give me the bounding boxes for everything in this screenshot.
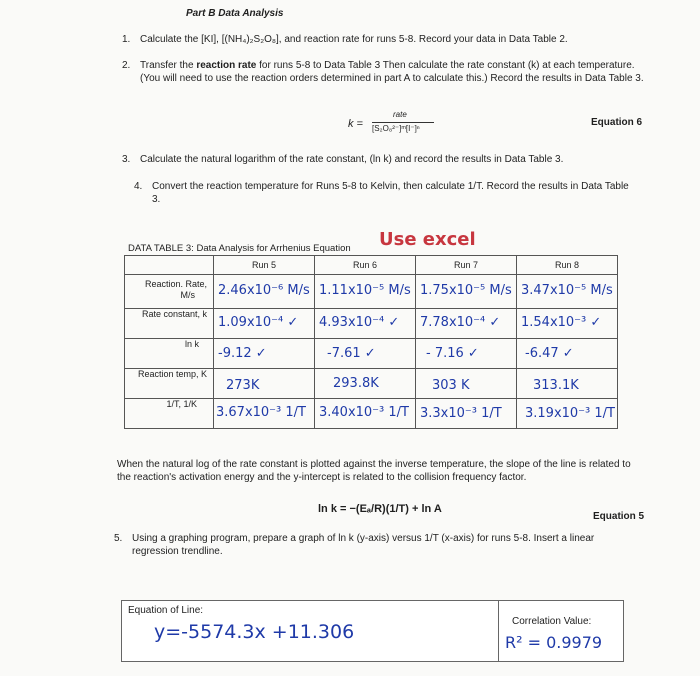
table-cell	[214, 399, 315, 429]
table-row	[125, 309, 618, 339]
table-cell	[315, 275, 416, 309]
fraction-bar	[372, 122, 434, 123]
table-row	[125, 275, 618, 309]
equation-6	[348, 110, 648, 140]
table-cell	[214, 275, 315, 309]
step-number: 2.	[122, 60, 131, 71]
cell-value: 313.1K	[533, 378, 579, 393]
cell-value: -9.12 ✓	[218, 346, 267, 361]
cell-value: 3.19x10⁻³ 1/T	[525, 406, 615, 421]
row-label-line-1: Rate constant, k	[141, 309, 207, 319]
correlation-value-label: Correlation Value:	[512, 616, 592, 627]
table-cell	[315, 369, 416, 399]
row-label-line-1: Reaction. Rate,	[144, 279, 207, 289]
table-cell	[517, 309, 618, 339]
step-4	[134, 180, 632, 206]
column-header: Run 5	[214, 256, 315, 275]
cell-value: 1.11x10⁻⁵ M/s	[319, 283, 411, 298]
row-label	[125, 275, 214, 309]
cell-value: 3.47x10⁻⁵ M/s	[521, 283, 613, 298]
data-table-3	[124, 255, 618, 429]
step-text: Calculate the [KI], [(NH₄)₂S₂O₈], and reaction rate for runs 5-8. Record your data in Data Table 2.	[140, 34, 568, 45]
table-title: DATA TABLE 3: Data Analysis for Arrhenius Equation	[128, 243, 351, 254]
part-title: Part B Data Analysis	[186, 8, 284, 19]
cell-value: 3.40x10⁻³ 1/T	[319, 405, 409, 420]
cell-value: 273K	[226, 378, 260, 393]
table-cell	[517, 275, 618, 309]
correlation-value-box	[498, 600, 624, 662]
step-text: Calculate the natural logarithm of the rate constant, (ln k) and record the results in Data Table 3.	[140, 154, 564, 165]
step-number: 4.	[134, 181, 143, 192]
step-number: 3.	[122, 154, 131, 165]
table-cell	[416, 399, 517, 429]
step-text-bold: reaction rate	[196, 60, 257, 71]
row-label	[125, 369, 214, 399]
step-text-b: for runs 5-8 to Data Table 3 Then calculate the rate constant (k) at each temperature. (You will need to use the reaction orders determined in part A to calculate this.) Record the results in Data Table 3.	[140, 60, 644, 84]
row-label	[125, 399, 214, 429]
cell-value: 1.54x10⁻³ ✓	[521, 315, 602, 330]
table-cell	[517, 399, 618, 429]
table-cell	[315, 309, 416, 339]
equation-label: Equation 6	[591, 117, 643, 128]
cell-value: 7.78x10⁻⁴ ✓	[420, 315, 501, 330]
equation-denominator: [S₂O₈²⁻]ᵐ[I⁻]ⁿ	[372, 124, 420, 133]
row-label	[125, 339, 214, 369]
step-5	[114, 532, 642, 558]
step-text-a: Transfer the	[140, 60, 197, 71]
equation-lhs: k =	[348, 118, 363, 130]
equation-of-line-value: y=-5574.3x +11.306	[154, 621, 355, 643]
table-cell	[517, 339, 618, 369]
step-text: Using a graphing program, prepare a graph of ln k (y-axis) versus 1/T (x-axis) for runs 5-8. Insert a linear regression trendline.	[132, 533, 595, 557]
table-row	[125, 369, 618, 399]
cell-value: -6.47 ✓	[525, 346, 574, 361]
table-row	[125, 399, 618, 429]
cell-value: -7.61 ✓	[327, 346, 376, 361]
row-label-line-1: 1/T, 1/K	[166, 399, 197, 409]
step-number: 5.	[114, 533, 123, 544]
table-cell	[416, 339, 517, 369]
equation-of-line-label: Equation of Line:	[128, 605, 204, 616]
column-header: Run 6	[315, 256, 416, 275]
table-corner-cell	[125, 256, 214, 275]
step-1	[122, 33, 640, 46]
step-text: Convert the reaction temperature for Runs 5-8 to Kelvin, then calculate 1/T. Record the results in Data Table 3.	[152, 181, 629, 205]
row-label-line-1: Reaction temp, K	[137, 369, 207, 379]
cell-value: 293.8K	[333, 376, 379, 391]
table-cell	[214, 339, 315, 369]
cell-value: - 7.16 ✓	[426, 346, 479, 361]
equation-5-label: Equation 5	[593, 511, 645, 522]
cell-value: 1.75x10⁻⁵ M/s	[420, 283, 512, 298]
table-header-row	[125, 256, 618, 275]
equation-of-line-box	[121, 600, 500, 662]
table-cell	[416, 309, 517, 339]
use-excel-annotation: Use excel	[379, 229, 476, 250]
equation-5-text: ln k = −(Eₐ/R)(1/T) + ln A	[318, 503, 442, 515]
table-cell	[416, 275, 517, 309]
step-3	[122, 153, 640, 166]
arrhenius-paragraph: When the natural log of the rate constant is plotted against the inverse temperature, the slope of the line is related to the reaction's activation energy and the y-intercept is related to the collision frequency factor.	[117, 459, 631, 483]
table-cell	[315, 339, 416, 369]
equation-numerator: rate	[393, 110, 407, 119]
cell-value: 2.46x10⁻⁶ M/s	[218, 283, 310, 298]
step-number: 1.	[122, 34, 131, 45]
column-header: Run 8	[517, 256, 618, 275]
table-cell	[315, 399, 416, 429]
table-cell	[517, 369, 618, 399]
table-row	[125, 339, 618, 369]
step-2	[122, 59, 645, 85]
cell-value: 3.3x10⁻³ 1/T	[420, 406, 502, 421]
column-header: Run 7	[416, 256, 517, 275]
table-cell	[214, 369, 315, 399]
cell-value: 1.09x10⁻⁴ ✓	[218, 315, 299, 330]
row-label-line-2: M/s	[180, 290, 195, 300]
row-label-line-1: ln k	[184, 339, 199, 349]
cell-value: 3.67x10⁻³ 1/T	[216, 405, 306, 420]
table-cell	[416, 369, 517, 399]
cell-value: 303 K	[432, 378, 470, 393]
cell-value: 4.93x10⁻⁴ ✓	[319, 315, 400, 330]
row-label	[125, 309, 214, 339]
correlation-value: R² = 0.9979	[505, 633, 603, 652]
table-cell	[214, 309, 315, 339]
